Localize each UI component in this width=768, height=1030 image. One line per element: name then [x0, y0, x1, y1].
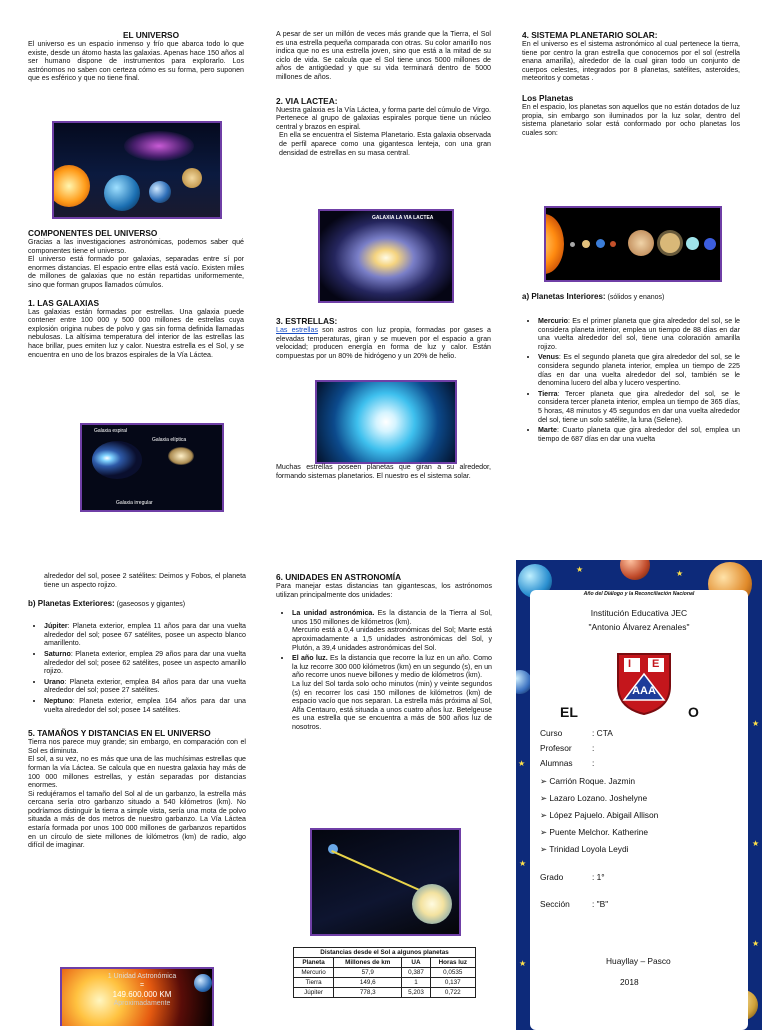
column-sol — [276, 30, 491, 157]
cell: 0,0535 — [430, 968, 475, 978]
column-interiores — [522, 292, 740, 445]
arrow-icon: ➢ — [540, 793, 550, 803]
planet-name: Neptuno — [44, 696, 73, 705]
planet-desc: : Cuarto planeta que gira alrededor del sol, emplea un tiempo de 687 días en dar una vuelta — [538, 426, 740, 443]
planet-saturno — [44, 650, 246, 676]
student-item — [540, 841, 740, 858]
cover-place: Huayllay – Pasco — [606, 956, 671, 966]
cover-planet-3 — [620, 560, 650, 580]
ua-image-line2: = — [139, 982, 145, 989]
ss-venus — [582, 240, 590, 248]
student-name: Carrión Roque. Jazmin — [549, 776, 636, 786]
planet-name: Marte — [538, 426, 557, 435]
image-blue-planet — [104, 175, 140, 211]
al-text: Es la distancia que recorre la luz en un año. Como la luz recorre 300 000 kilómetros (km) en un segundo (s), en un año recorre unos nueve billones y medio de kilómetros (km). — [292, 654, 492, 680]
title-el-universo: EL UNIVERSO — [122, 30, 180, 40]
componentes-p1: Gracias a las investigaciones astronómicas, podemos saber qué componentes tiene el universo. — [28, 238, 244, 255]
cover-title-left: EL — [560, 704, 578, 720]
profesor-value: : — [592, 743, 595, 753]
students-list — [540, 773, 740, 858]
crest-letters-aaa: AAA — [632, 685, 656, 697]
column-estrellas — [276, 316, 491, 360]
cover-title-right: O — [688, 704, 699, 720]
cell: 1 — [402, 978, 430, 988]
table-row — [294, 988, 476, 998]
cell: 778,3 — [334, 988, 402, 998]
ss-jupiter — [628, 230, 654, 256]
arrow-icon: ➢ — [540, 844, 550, 854]
seccion-value: : "B" — [592, 899, 609, 909]
label-galaxia-eliptica: Galaxia elíptica — [152, 437, 187, 443]
cell: Mercurio — [294, 968, 334, 978]
seccion-label: Sección — [540, 899, 570, 909]
galaxias-text: Las galaxias están formadas por estrellas. Una galaxia puede contener entre 100 000 y 500 000 millones de estrellas cuya explosión origina nubes de polvo y gas sin forma definida llamadas nebulosas. La altísima temperatura del interior de las estrellas las hace brillar, pues emiten luz y calor. Nuestra estrella es el Sol, y se encuentra en uno de los brazos espirales de la Vía Láctea. — [28, 307, 244, 359]
title-estrellas: 3. ESTRELLAS: — [276, 316, 338, 326]
solar-system-image — [544, 206, 722, 282]
sol-text: A pesar de ser un millón de veces más grande que la Tierra, el Sol es una estrella pequeña comparada con otras. Su color amarillo nos indica que no es una estrella joven, sino que está a la mitad de su ciclo de vida. Se calcula que el Sol tiene unos 5000 millones de años de antigüedad y que su vida terminará dentro de 5000 millones de años. — [276, 30, 491, 81]
student-name: Trinidad Loyola Leydi — [549, 844, 629, 854]
crest-letter-e: E — [652, 658, 660, 670]
field-alumnas — [540, 756, 740, 771]
table-header-row — [294, 958, 476, 968]
ss-earth — [596, 239, 605, 248]
interiores-heading — [522, 292, 740, 303]
planet-desc: : Es el primer planeta que gira alrededor del sol, se le considera planeta interior, emplea un tiempo de 88 días en dar una vuelta alrededor del sol, tiene una coloración amarilla rojizo. — [538, 317, 740, 351]
title-exteriores: b) Planetas Exteriores: — [28, 599, 115, 609]
cell: 149,6 — [334, 978, 402, 988]
cover-star: ★ — [752, 939, 760, 948]
tamanos-p3: Si redujéramos el tamaño del Sol al de un garbanzo, la estrella más cercana sería otro garbanzo situado a 540 kilómetros (km). No podríamos distinguir la tierra a simple vista, sería una mota de polvo situada a más de dos metros de nuestro garbanzo. La Vía Láctea estaría formada por unos 100 000 millones de garbanzos repartidos en un círculo de siete millones de kilómetros (km) de radio, algo difícil de imaginar. — [28, 789, 246, 850]
planet-name: Tierra — [538, 389, 558, 398]
cell: 0,137 — [430, 978, 475, 988]
title-componentes: COMPONENTES DEL UNIVERSO — [28, 228, 158, 238]
marte-continuation: alrededor del sol, posee 2 satélites: Deimos y Fobos, el planeta tiene un aspecto rojizo. — [44, 572, 246, 589]
galaxy-types-image — [80, 423, 224, 512]
distance-table-wrap — [293, 947, 476, 998]
exteriores-sub: (gaseosos y gigantes) — [114, 601, 186, 609]
estrellas-text — [276, 326, 491, 360]
column-sistema — [522, 30, 740, 137]
ano-luz — [292, 654, 492, 731]
label-galaxia-irregular: Galaxia irregular — [116, 500, 153, 506]
planet-urano — [44, 678, 246, 695]
th-millones: Millones de km — [334, 958, 402, 968]
ua-name: La unidad astronómica. — [292, 609, 375, 618]
via-lactea-image — [318, 209, 454, 303]
cover-motto: Año del Diálogo y la Reconciliación Nacional — [583, 591, 695, 597]
image-sun — [52, 165, 90, 207]
planet-name: Venus — [538, 353, 559, 362]
planet-desc: : Planeta exterior, emplea 84 años para dar una vuelta alrededor del sol; posee 27 satélites. — [44, 677, 246, 695]
th-ua: UA — [402, 958, 430, 968]
planetas-text: En el espacio, los planetas son aquellos que no están dotados de luz propia, sin embargo son iluminados por la luz solar, dentro del sistema planetario solar está conformado por ocho planetas los cuales son: — [522, 102, 740, 137]
cover-year: 2018 — [620, 977, 639, 987]
planet-neptuno — [44, 697, 246, 714]
student-item — [540, 807, 740, 824]
estrella-image — [315, 380, 457, 464]
cell: Tierra — [294, 978, 334, 988]
ss-neptune — [704, 238, 716, 250]
arrow-icon: ➢ — [540, 827, 550, 837]
planet-name: Júpiter — [44, 622, 68, 631]
crest-letter-i: I — [628, 658, 632, 670]
student-item — [540, 773, 740, 790]
ss-uranus — [686, 237, 699, 250]
field-seccion — [540, 897, 740, 912]
ss-mars — [610, 241, 616, 247]
ua-text: Es la distancia de la Tierra al Sol, unos 150 millones de kilómetros (km). — [292, 609, 492, 626]
unidad-astronomica-image — [60, 967, 214, 1026]
th-horas-luz: Horas luz — [430, 958, 475, 968]
via-lactea-p2: En ella se encuentra el Sistema Planetario. Esta galaxia observada de perfil aparece como una gigantesca lenteja, con una gran densidad de estrellas en su masa central. — [279, 131, 491, 157]
arrow-icon: ➢ — [540, 810, 550, 820]
cell: 0,722 — [430, 988, 475, 998]
title-tamanos: 5. TAMAÑOS Y DISTANCIAS EN EL UNIVERSO — [28, 728, 211, 739]
cover-star: ★ — [752, 719, 760, 728]
ua-image-line4: Aproximadamente — [113, 1000, 171, 1007]
exteriores-heading — [28, 599, 246, 610]
curso-label: Curso — [540, 728, 563, 738]
cover-content — [530, 590, 748, 1030]
cover-star: ★ — [518, 759, 526, 768]
planet-name: Mercurio — [538, 317, 568, 325]
title-interiores: a) Planetas Interiores: — [522, 292, 606, 301]
image-nebula — [124, 131, 194, 161]
ua-image-line1: 1 Unidad Astronómica — [107, 973, 177, 980]
student-name: Lazaro Lozano. Joshelyne — [549, 793, 648, 803]
exterior-planets-list — [28, 622, 246, 714]
column-componentes — [28, 228, 244, 359]
universo-intro: El universo es un espacio inmenso y frío que abarca todo lo que existe, desde un átomo hasta las galaxias. Apenas hace 150 años al ser humano dispone de instrumentos para explorarlo. Los astrónomos no saben con certeza cómo es su forma, pero suponen que es esférico y que no tiene final. — [28, 40, 244, 83]
cell: 0,387 — [402, 968, 430, 978]
estrellas-link[interactable]: Las estrellas — [276, 326, 319, 334]
field-grado — [540, 870, 740, 885]
spiral-galaxy — [92, 441, 142, 479]
cell: 57,9 — [334, 968, 402, 978]
planet-desc: : Es el segundo planeta que gira alrededor del sol, se le considera segundo planeta interior, emplea un tiempo de 225 días en dar una vuelta alrededor del sol, también se le denomina lucero del alba y lucero vespertino. — [538, 353, 740, 388]
table-row — [294, 978, 476, 988]
arrow-icon: ➢ — [540, 776, 550, 786]
unidades-intro: Para manejar estas distancias tan gigantescas, los astrónomos utilizan principalmente dos unidades: — [276, 582, 492, 599]
ua-image-text — [82, 972, 202, 1008]
ua-text-2: Mercurio está a 0,4 unidades astronómicas del Sol; Marte está aproximadamente a 1,5 unidades astronómicas del Sol, y Plutón, a 39,4 unidades astronómicas del Sol. — [292, 626, 492, 652]
planet-jupiter — [44, 622, 246, 648]
planet-name: Urano — [44, 677, 65, 686]
title-unidades: 6. UNIDADES EN ASTRONOMÍA — [276, 572, 402, 582]
field-profesor — [540, 741, 740, 756]
label-galaxia-espiral: Galaxia espiral — [94, 428, 128, 434]
ua-image-line3: 149.600.000 KM — [112, 990, 172, 999]
al-name: El año luz. — [292, 654, 328, 663]
interiores-sub: (sólidos y enanos) — [605, 294, 665, 301]
cell: 5,203 — [402, 988, 430, 998]
school-crest-logo — [614, 652, 674, 716]
table-row — [294, 968, 476, 978]
field-curso — [540, 726, 740, 741]
planet-desc: : Tercer planeta que gira alrededor del sol, se le considera tercer planeta interior, emplea un tiempo de 365 días, 5 horas, 48 minutos y 45 segundos en dar una vuelta alrededor del sol, tiene un solo satélite, la luna (Selene). — [538, 389, 740, 424]
table-title-row — [294, 948, 476, 958]
ss-mercury — [570, 242, 575, 247]
componentes-p2: El universo está formado por galaxias, separadas entre sí por enormes distancias. El espacio entre ellas está vacío. Existen miles de millones de galaxias que no están repartidas uniformemente, sino que forman grupos llamados cúmulos. — [28, 255, 244, 289]
cover-fields — [540, 726, 740, 912]
grado-label: Grado — [540, 872, 564, 882]
planet-name: Saturno — [44, 649, 71, 658]
title-sistema-solar: 4. SISTEMA PLANETARIO SOLAR: — [522, 30, 658, 40]
estrellas-text-2: Muchas estrellas poseen planetas que giran a su alrededor, formando sistemas planetarios. El nuestro es el sistema solar. — [276, 463, 491, 480]
cover-school-name: "Antonio Álvarez Arenales" — [588, 622, 690, 632]
column-universo — [28, 30, 244, 83]
alumnas-value: : — [592, 758, 595, 768]
alumnas-label: Alumnas — [540, 758, 573, 768]
cover-star: ★ — [576, 565, 584, 574]
column-exteriores — [28, 572, 246, 850]
elliptical-galaxy — [168, 447, 194, 465]
cover-star: ★ — [752, 839, 760, 848]
profesor-label: Profesor — [540, 743, 572, 753]
unidad-astronomica — [292, 609, 492, 652]
planet-venus — [538, 353, 740, 387]
cover-star: ★ — [519, 859, 527, 868]
planet-tierra — [538, 390, 740, 424]
interior-planets-list — [522, 317, 740, 443]
universe-image — [52, 121, 222, 219]
title-galaxias: 1. LAS GALAXIAS — [28, 297, 99, 308]
student-item — [540, 824, 740, 841]
curso-value: : CTA — [592, 728, 613, 738]
unidades-list — [276, 609, 492, 731]
cover-page — [516, 560, 762, 1030]
cover-star: ★ — [519, 959, 527, 968]
planet-desc: : Planeta exterior, emplea 164 años para dar una vuelta alrededor del sol; posee 14 satélites. — [44, 696, 246, 714]
al-text-2: La luz del Sol tarda solo ocho minutos (min) y veinte segundos (s) en recorrer los casi 150 millones de kilómetros (km) de espacio vacío que nos separan. La estrella más próxima al Sol, Alfa Centauro, está situada a unos cuatro años luz. Betelgeuse es una estrella que se encuentra a más de 500 años luz de nosotros. — [292, 679, 492, 731]
student-name: López Pajuelo. Abigail Allison — [549, 810, 659, 820]
column-estrellas-2 — [276, 463, 491, 480]
ss-saturn — [660, 233, 680, 253]
planet-desc: : Planeta exterior, emplea 29 años para dar una vuelta alrededor del sol; posee 62 satélites, posee un aspecto amarillo rojizo. — [44, 649, 246, 676]
student-name: Puente Melchor. Katherine — [549, 827, 649, 837]
grado-value: : 1° — [592, 872, 605, 882]
via-lactea-p1: Nuestra galaxia es la Vía Láctea, y forma parte del cúmulo de Virgo. Pertenece al grupo de galaxias espirales porque tiene un núcleo central y brazos en espiral. — [276, 105, 491, 131]
image-big-sun — [412, 884, 452, 924]
cover-school: Institución Educativa JEC — [590, 608, 688, 618]
ua-image-earth — [194, 974, 212, 992]
via-lactea-image-label: GALAXIA LA VIA LACTEA — [372, 215, 434, 221]
cell: Júpiter — [294, 988, 334, 998]
planet-mercurio — [538, 317, 740, 351]
title-via-lactea: 2. VIA LACTEA: — [276, 95, 338, 106]
title-los-planetas: Los Planetas — [522, 92, 574, 103]
estrellas-text-body: son astros con luz propia, formadas por gases a elevadas temperaturas, giran y se mueven por el espacio a gran velocidad; producen energía en forma de luz y calor. Están compuestas por un 80% de hidrógeno y un 20% de helio. — [276, 326, 492, 360]
sistema-text: En el universo es el sistema astronómico al cual pertenece la tierra, tiene por centro la gran estrella que conocemos por el sol (estrella enana amarilla), alrededor de la cual giran todo un conjunto de cuerpos celestes, integrados por 8 planetas, satélites, asteroides, meteoritos y cometas . — [522, 40, 740, 83]
earth-sun-image — [310, 828, 461, 936]
tamanos-p1: Tierra nos parece muy grande; sin embargo, en comparación con el Sol es diminuta. — [28, 738, 246, 755]
planet-desc: : Planeta exterior, emplea 11 años para dar una vuelta alrededor del sol; posee 67 satélites, posee un aspecto blanco amarillento. — [44, 622, 246, 648]
column-unidades — [276, 572, 492, 734]
student-item — [540, 790, 740, 807]
th-planeta: Planeta — [294, 958, 334, 968]
table-title: Distancias desde el Sol a algunos planetas — [294, 948, 476, 958]
ss-sun — [544, 214, 564, 274]
planet-marte — [538, 426, 740, 443]
tamanos-p2: El sol, a su vez, no es más que una de las muchísimas estrellas que forman la vía Láctea. Se calcula que en nuestra galaxia hay más de 100 000 millones estrellas, y están separadas por distancias enormes. — [28, 755, 246, 790]
cover-star: ★ — [676, 569, 684, 578]
image-saturn — [182, 168, 202, 188]
distance-table — [293, 947, 476, 998]
image-earth — [149, 181, 171, 203]
crest-svg — [614, 652, 674, 716]
